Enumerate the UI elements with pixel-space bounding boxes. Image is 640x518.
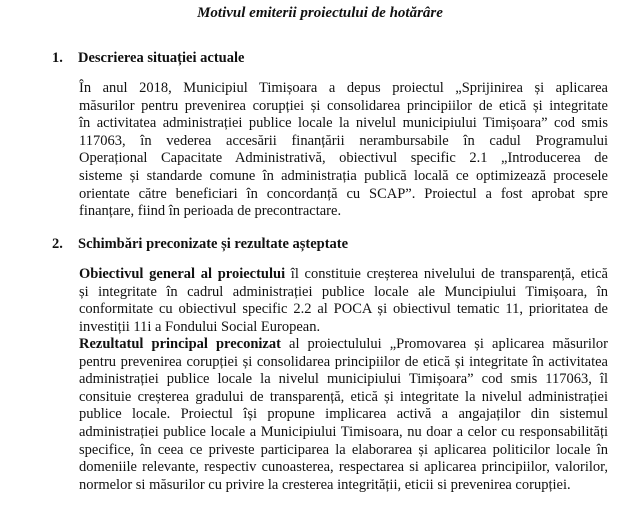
result-text: al proiectulului „Promovarea și aplicarea măsurilor (280, 336, 608, 352)
paragraph-line: orientate către beneficiari în concordanță cu SCAP”. Proiectul a fost aprobat spre (79, 185, 608, 202)
paragraph-line: specifice, în ceea ce priveste participarea la elaborarea și aplicarea politicilor locale în (79, 441, 608, 458)
paragraph-line: Operațional Capacitate Administrativă, obiectivul specific 2.1 „Introducerea de (79, 150, 608, 167)
objective-text: îl constituie creșterea nivelului de transparență, etică (285, 266, 608, 282)
paragraph-line: conformitate cu obiectivul specific 2.2 al POCA și obiectivul tematic 11, prioritatea de (79, 301, 608, 318)
paragraph-line: măsurilor pentru prevenirea corupției și consolidarea principiilor de etică și integritate (79, 97, 608, 114)
paragraph-line (79, 336, 608, 354)
paragraph-line: domeniile relevante, respectiv cunoasterea, respectarea si aplicarea principiilor, valorilor, (79, 459, 608, 476)
paragraph-line: în activitatea administrației publice locale la nivelul municipiului Timișoara” cod smis (79, 115, 608, 132)
section-1-paragraph (79, 80, 608, 221)
objective-label: Obiectivul general al proiectului (79, 266, 286, 282)
paragraph-line: normelor si măsurilor cu privire la cresterea integrității, eticii si prevenirea corupției. (79, 476, 571, 493)
paragraph-line: finanțare, fiind în perioada de precontractare. (79, 203, 342, 220)
section-1-heading (52, 49, 244, 67)
paragraph-line: pentru prevenirea corupției și consolidarea principiilor de etică și integritate în activitatea (79, 353, 608, 370)
paragraph-line: 117063, în vederea accesării finanțării nerambursabile în cadul Programului (79, 132, 608, 149)
paragraph-line: consituie creșterea gradului de transparență, etică și integritate la nivelul administrației (79, 388, 608, 405)
section-2-heading (52, 235, 348, 253)
section-2-result-paragraph (79, 336, 608, 494)
paragraph-line: În anul 2018, Municipiul Timișoara a depus proiectul „Sprijinirea și aplicarea (79, 80, 608, 96)
section-2-objective-paragraph (79, 266, 608, 336)
paragraph-line: publice locale. Proiectul își propune implicarea activă a angajaților din sistemul (79, 406, 608, 423)
result-label: Rezultatul principal preconizat (79, 336, 281, 352)
section-1-number: 1. (52, 50, 63, 66)
section-2-number: 2. (52, 236, 63, 252)
document-title: Motivul emiterii proiectului de hotărâre (197, 5, 443, 21)
paragraph-line: sisteme și standarde comune în administrația publică locală ce optimizează procesele (79, 167, 608, 184)
paragraph-line (79, 266, 608, 284)
section-2-title: Schimbări preconizate și rezultate așteptate (78, 236, 349, 252)
section-1-title: Descrierea situației actuale (78, 50, 245, 66)
paragraph-line: administrației publice locale la nivelul municipiului Timișoara” cod smis 117063, îl (79, 371, 608, 388)
paragraph-line: investiții 11i a Fondului Social European. (79, 318, 321, 335)
paragraph-line: administrației publice locale a Municipiului Timisoara, nu doar a celor cu responsabilități (79, 423, 608, 440)
paragraph-line: și integritate în cadrul administrației publice locale ale Muncipiului Timișoara, în (79, 283, 608, 300)
